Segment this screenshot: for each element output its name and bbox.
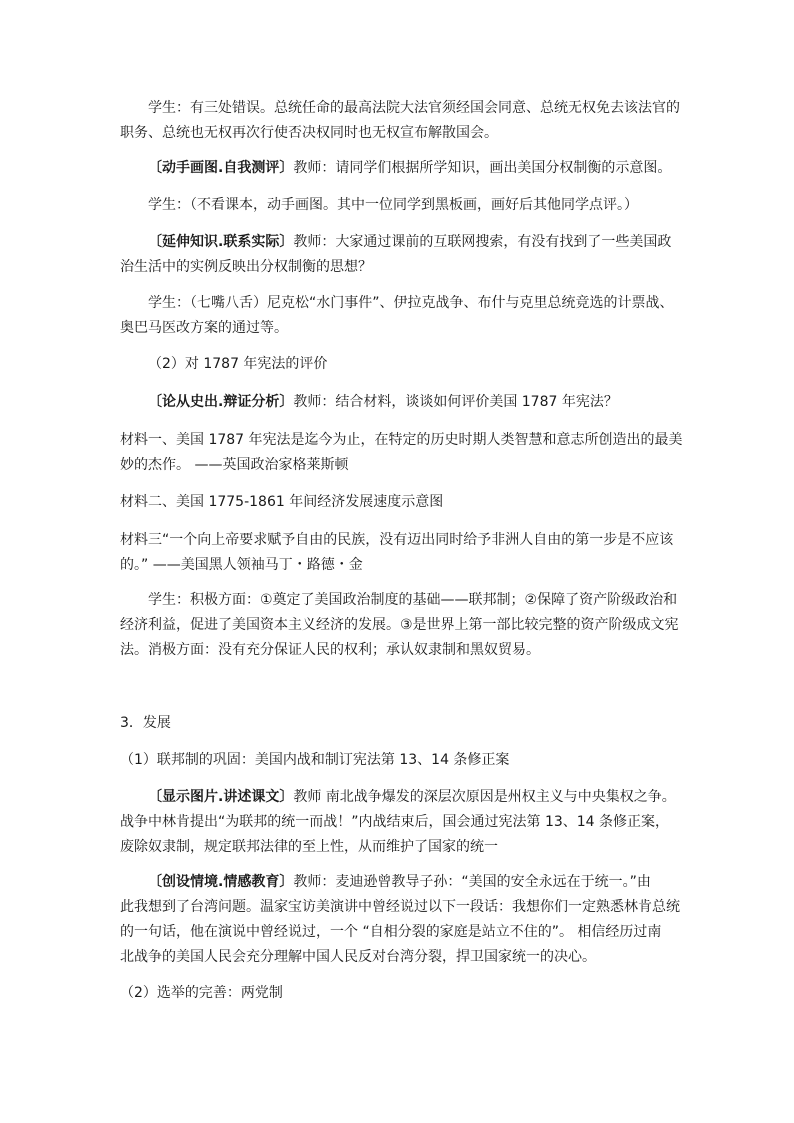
subheading-federalism: （1）联邦制的巩固：美国内战和制订宪法第 13、14 条修正案 xyxy=(120,752,510,768)
material-one: 材料一、美国 1787 年宪法是迄今为止，在特定的历史时期人类智慧和意志所创造出的最美 妙的杰作。 ——英国政治家格莱斯顿 xyxy=(120,432,683,473)
section-tag: 〔创设情境.情感教育〕 xyxy=(148,874,294,890)
paragraph-history-analysis: 〔论从史出.辩证分析〕教师：结合材料，谈谈如何评价美国 1787 年宪法？ xyxy=(148,394,618,410)
material-three: 材料三“一个向上帝要求赋予自由的民族，没有迈出同时给予非洲人自由的第一步是不应该 的。” ——美国黑人领袖马丁・路德・金 xyxy=(120,532,674,573)
material-two: 材料二、美国 1775-1861 年间经济发展速度示意图 xyxy=(120,494,444,510)
section-tag: 〔显示图片.讲述课文〕 xyxy=(148,789,294,805)
subheading-1787-evaluation: （2）对 1787 年宪法的评价 xyxy=(148,356,328,372)
section-tag: 〔动手画图.自我测评〕 xyxy=(148,160,294,176)
paragraph-civil-war: 〔显示图片.讲述课文〕教师 南北战争爆发的深层次原因是州权主义与中央集权之争。 战争中林肯提出“为联邦的统一而战！”内战结束后，国会通过宪法第 13、14 条修正案， 废除奴隶制，规定联邦法律的至上性，从而维护了国家的统一 xyxy=(120,789,676,855)
section-tag: 〔延伸知识.联系实际〕 xyxy=(148,234,294,250)
paragraph-drawing-task: 〔动手画图.自我测评〕教师：请同学们根据所学知识，画出美国分权制衡的示意图。 xyxy=(148,160,672,176)
paragraph-student-evaluation: 学生：积极方面：①奠定了美国政治制度的基础——联邦制；②保障了资产阶级政治和 经济利益，促进了美国资本主义经济的发展。③是世界上第一部比较完整的资产阶级成文宪 法。消极方面：没有充分保证人民的权利；承认奴隶制和黑奴贸易。 xyxy=(120,592,679,658)
paragraph-student-examples: 学生：（七嘴八舌）尼克松“水门事件”、伊拉克战争、布什与克里总统竞选的计票战、 奥巴马医改方案的通过等。 xyxy=(120,295,674,336)
paragraph-student-answer-errors: 学生：有三处错误。总统任命的最高法院大法官须经国会同意、总统无权免去该法官的 职务、总统也无权再次行使否决权同时也无权宣布解散国会。 xyxy=(120,100,680,141)
paragraph-extend-knowledge: 〔延伸知识.联系实际〕教师：大家通过课前的互联网搜索，有没有找到了一些美国政 治生活中的实例反映出分权制衡的思想？ xyxy=(120,234,672,275)
subheading-two-party-system: （2）选举的完善：两党制 xyxy=(120,985,283,1001)
section-tag: 〔论从史出.辩证分析〕 xyxy=(148,394,294,410)
paragraph-student-drawing: 学生：（不看课本，动手画图。其中一位同学到黑板画，画好后其他同学点评。） xyxy=(148,197,638,213)
heading-development: 3．发展 xyxy=(120,715,171,731)
paragraph-emotional-education: 〔创设情境.情感教育〕教师：麦迪逊曾教导子孙：“美国的安全永远在于统一。”由 此我想到了台湾问题。温家宝访美演讲中曾经说过以下一段话：我想你们一定熟悉林肯总统 的一句话，他在演说中曾经说过，一个 “自相分裂的家庭是站立不住的”。 相信经历过南 北战争的美国人民会充分理解中国人民反对台湾分裂，捍卫国家统一的决心。 xyxy=(120,874,680,965)
